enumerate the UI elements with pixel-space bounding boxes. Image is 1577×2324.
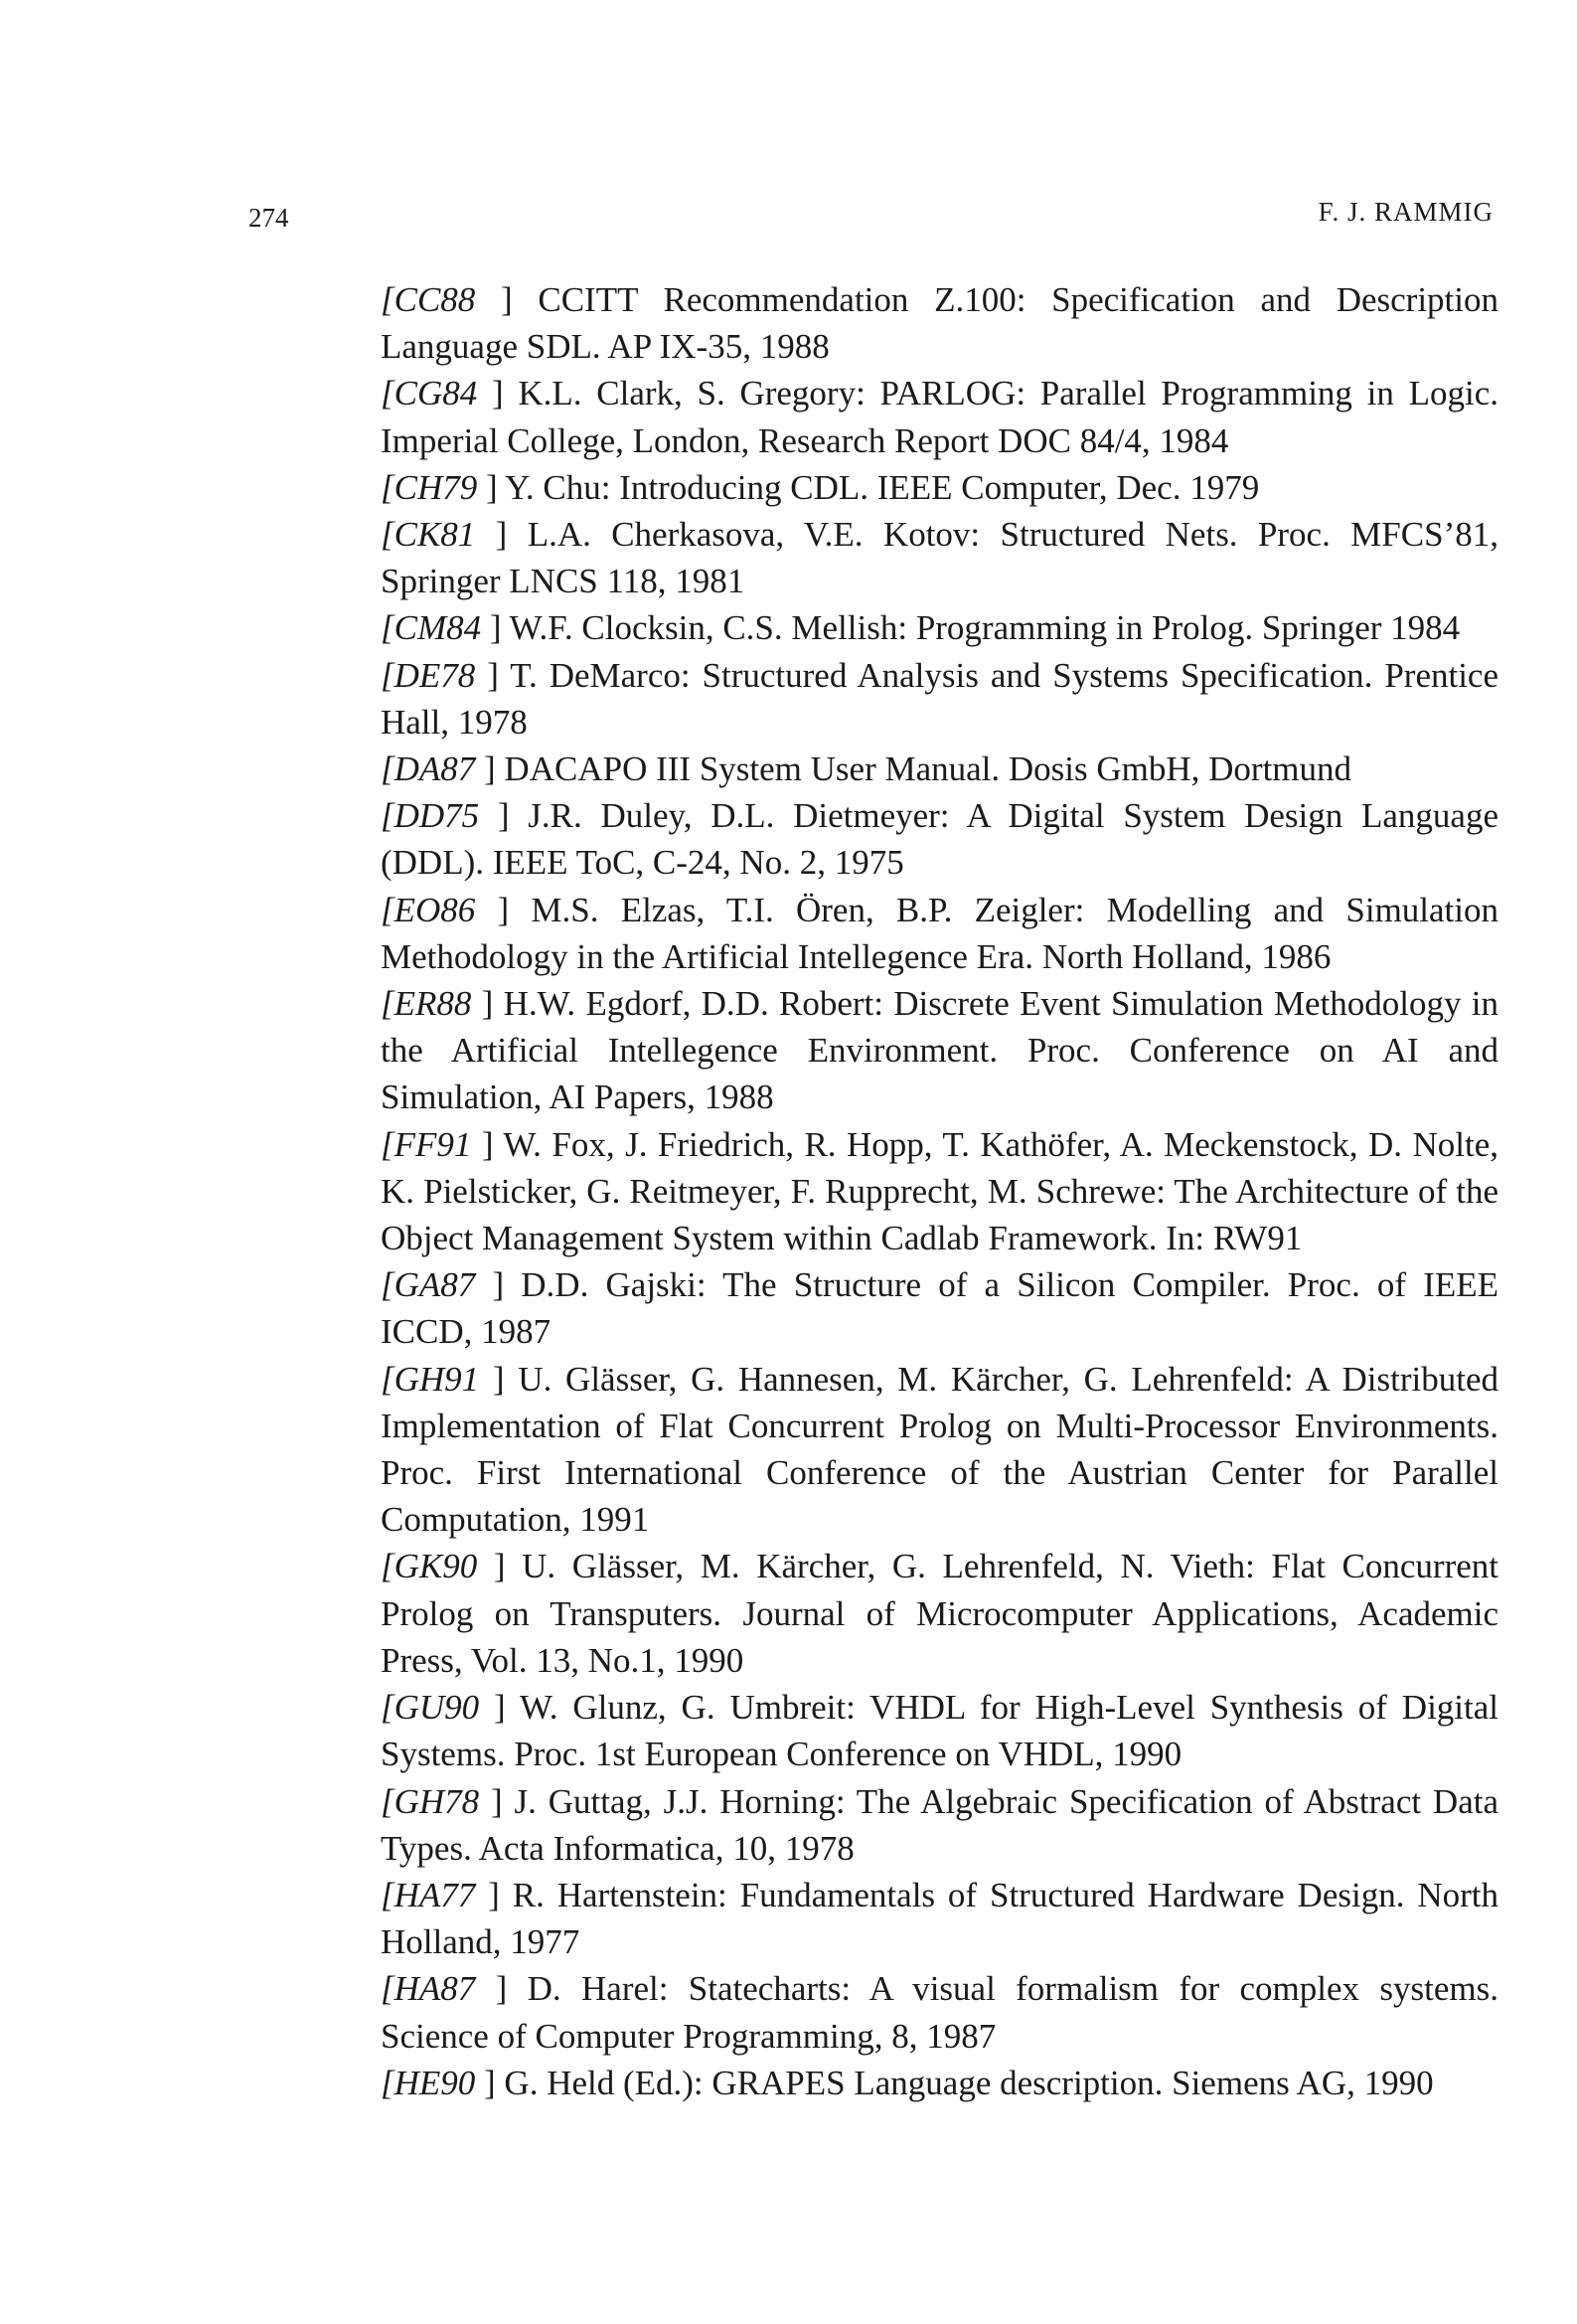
reference-text: ] W. Glunz, G. Umbreit: VHDL for High-Level Synthesis of Digital Systems. Proc. 1st European Conference on VHDL, 1990 [381, 1688, 1498, 1774]
reference-key: [HA87 [381, 1969, 476, 2009]
reference-key: [CC88 [381, 280, 476, 319]
reference-key: [HA77 [381, 1875, 476, 1914]
reference-entry [381, 511, 1498, 604]
reference-text: ] H.W. Egdorf, D.D. Robert: Discrete Event Simulation Methodology in the Artificial Intellegence Environment. Proc. Conference on AI and Simulation, AI Papers, 1988 [381, 984, 1498, 1117]
reference-key: [GU90 [381, 1688, 480, 1728]
reference-text: ] D. Harel: Statecharts: A visual formalism for complex systems. Science of Computer Programming, 8, 1987 [381, 1969, 1498, 2056]
reference-text: ] K.L. Clark, S. Gregory: PARLOG: Parallel Programming in Logic. Imperial College, London, Research Report DOC 84/4, 1984 [381, 374, 1498, 460]
reference-entry [381, 1261, 1498, 1355]
reference-key: [FF91 [381, 1124, 472, 1164]
reference-entry [381, 980, 1498, 1121]
reference-key: [GA87 [381, 1265, 476, 1305]
reference-key: [HE90 [381, 2063, 476, 2102]
reference-key: [ER88 [381, 984, 472, 1024]
reference-key: [CG84 [381, 374, 478, 414]
reference-text: ] L.A. Cherkasova, V.E. Kotov: Structured Nets. Proc. MFCS’81, Springer LNCS 118, 1981 [381, 515, 1498, 601]
reference-entry [381, 746, 1498, 792]
reference-entry [381, 1356, 1498, 1544]
reference-key: [CH79 [381, 467, 478, 507]
reference-entry [381, 1684, 1498, 1777]
reference-text: ] U. Glässer, G. Hannesen, M. Kärcher, G. Lehrenfeld: A Distributed Implementation of Flat Concurrent Prolog on Multi-Processor Environments. Proc. First International Conference of the Austrian Center for Parallel Computation, 1991 [381, 1359, 1498, 1540]
reference-text: ] CCITT Recommendation Z.100: Specification and Description Language SDL. AP IX-35, 1988 [381, 280, 1498, 367]
reference-text: ] M.S. Elzas, T.I. Ören, B.P. Zeigler: Modelling and Simulation Methodology in the Artificial Intellegence Era. North Holland, 1986 [381, 890, 1498, 976]
reference-text: ] D.D. Gajski: The Structure of a Silicon Compiler. Proc. of IEEE ICCD, 1987 [381, 1265, 1498, 1352]
reference-text: ] W.F. Clocksin, C.S. Mellish: Programming in Prolog. Springer 1984 [481, 608, 1461, 648]
reference-entry [381, 887, 1498, 980]
reference-text: ] W. Fox, J. Friedrich, R. Hopp, T. Kathöfer, A. Meckenstock, D. Nolte, K. Pielsticker, G. Reitmeyer, F. Rupprecht, M. Schrewe: The Architecture of the Object Management System within Cadlab Framework. In: RW91 [381, 1124, 1498, 1258]
reference-text: ] J.R. Duley, D.L. Dietmeyer: A Digital System Design Language (DDL). IEEE ToC, C-24, No. 2, 1975 [381, 796, 1498, 883]
reference-entry [381, 604, 1498, 651]
reference-key: [DA87 [381, 749, 476, 789]
reference-entry [381, 370, 1498, 463]
reference-text: ] R. Hartenstein: Fundamentals of Structured Hardware Design. North Holland, 1977 [381, 1875, 1498, 1962]
reference-key: [CM84 [381, 608, 482, 648]
reference-list [381, 276, 1498, 2106]
reference-entry [381, 1121, 1498, 1262]
running-head: F. J. RAMMIG [1318, 197, 1494, 227]
reference-entry [381, 1778, 1498, 1872]
reference-key: [GK90 [381, 1547, 478, 1586]
reference-key: [CK81 [381, 515, 476, 555]
page-header [248, 197, 1494, 237]
page-number: 274 [248, 203, 289, 233]
reference-text: ] Y. Chu: Introducing CDL. IEEE Computer, Dec. 1979 [477, 467, 1260, 507]
reference-entry [381, 652, 1498, 746]
reference-entry [381, 792, 1498, 886]
reference-text: ] U. Glässer, M. Kärcher, G. Lehrenfeld, N. Vieth: Flat Concurrent Prolog on Transputers. Journal of Microcomputer Applications, Academic Press, Vol. 13, No.1, 1990 [381, 1547, 1498, 1680]
reference-key: [GH91 [381, 1359, 480, 1399]
reference-entry [381, 1543, 1498, 1684]
reference-text: ] T. DeMarco: Structured Analysis and Systems Specification. Prentice Hall, 1978 [381, 655, 1498, 742]
reference-entry [381, 1965, 1498, 2059]
reference-key: [DE78 [381, 655, 476, 695]
reference-entry [381, 464, 1498, 511]
reference-key: [EO86 [381, 890, 476, 929]
reference-entry [381, 276, 1498, 370]
reference-text: ] G. Held (Ed.): GRAPES Language description. Siemens AG, 1990 [475, 2063, 1434, 2102]
reference-key: [GH78 [381, 1781, 480, 1821]
reference-entry [381, 2060, 1498, 2106]
reference-key: [DD75 [381, 796, 480, 836]
reference-entry [381, 1872, 1498, 1965]
reference-text: ] DACAPO III System User Manual. Dosis GmbH, Dortmund [475, 749, 1352, 789]
reference-text: ] J. Guttag, J.J. Horning: The Algebraic Specification of Abstract Data Types. Acta Informatica, 10, 1978 [381, 1781, 1498, 1868]
